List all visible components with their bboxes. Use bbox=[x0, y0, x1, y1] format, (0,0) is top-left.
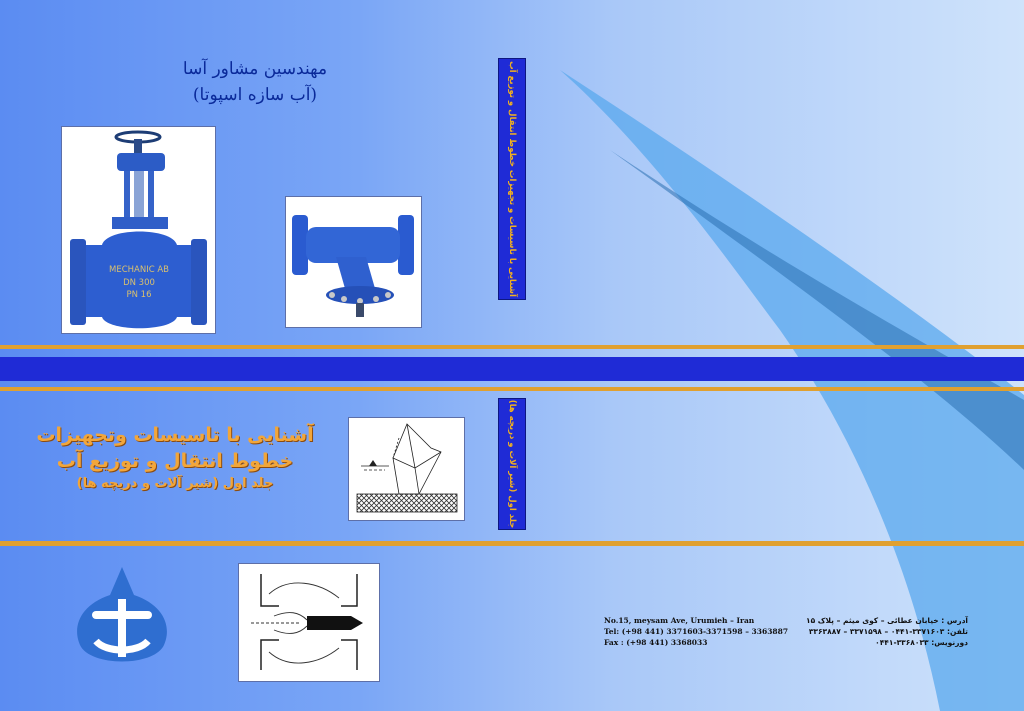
address-en: No.15, meysam Ave, Urumieh – Iran bbox=[604, 616, 755, 625]
flow-diagram-drawing bbox=[239, 564, 379, 681]
dam-diagram-drawing bbox=[349, 418, 464, 520]
company-logo bbox=[72, 565, 172, 675]
fax-fa: دورنویس: ۳۳۶۸۰۳۳-۰۴۴۱ bbox=[875, 638, 968, 647]
gold-line-bottom bbox=[0, 541, 1024, 546]
gold-line-middle bbox=[0, 387, 1024, 391]
strainer-photo bbox=[285, 196, 422, 328]
book-title-block bbox=[30, 422, 320, 494]
flow-diagram bbox=[238, 563, 380, 682]
spine-volume-box bbox=[498, 398, 526, 530]
valve-marking-size: DN 300 bbox=[123, 278, 155, 288]
valve-marking-pressure: PN 16 bbox=[126, 290, 152, 300]
firm-subtitle: (آب سازه اسپوتا) bbox=[192, 85, 318, 105]
spine-volume-text: جلد اول (شیر آلات و دریچه ها) bbox=[507, 399, 517, 529]
address-fa: آدرس : خیابان عطائی – کوی میثم – پلاک ۱۵ bbox=[806, 616, 968, 625]
globe-valve-photo bbox=[61, 126, 216, 334]
fax-en: Fax : (+98 441) 3368033 bbox=[604, 638, 708, 647]
y-strainer-illustration bbox=[286, 197, 421, 327]
globe-valve-illustration bbox=[62, 127, 215, 333]
spine-title-text: آشنایی با تاسیسات و تجهیزات خطوط انتقال و توزیع آب bbox=[507, 61, 517, 297]
tel-en: Tel: (+98 441) 3371603-3371598 – 3363887 bbox=[604, 627, 789, 636]
blue-band bbox=[0, 357, 1024, 381]
gold-line-top bbox=[0, 345, 1024, 349]
valve-marking-maker: MECHANIC AB bbox=[109, 265, 169, 275]
spine-title-box bbox=[498, 58, 526, 300]
contact-persian bbox=[760, 615, 968, 648]
dam-diagram bbox=[348, 417, 465, 521]
book-volume: جلد اول (شیر آلات و دریچه ها) bbox=[76, 476, 274, 491]
firm-name-block bbox=[150, 56, 360, 108]
book-title-line1: آشنایی با تاسیسات وتجهیزات bbox=[36, 424, 314, 446]
book-title-line2: خطوط انتقال و توزیع آب bbox=[56, 450, 294, 472]
tel-fa: تلفن: ۳۳۷۱۶۰۳-۰۴۴۱ – ۳۳۷۱۵۹۸ – ۳۳۶۳۸۸۷ bbox=[808, 627, 968, 636]
firm-name: مهندسین مشاور آسا bbox=[182, 59, 328, 79]
